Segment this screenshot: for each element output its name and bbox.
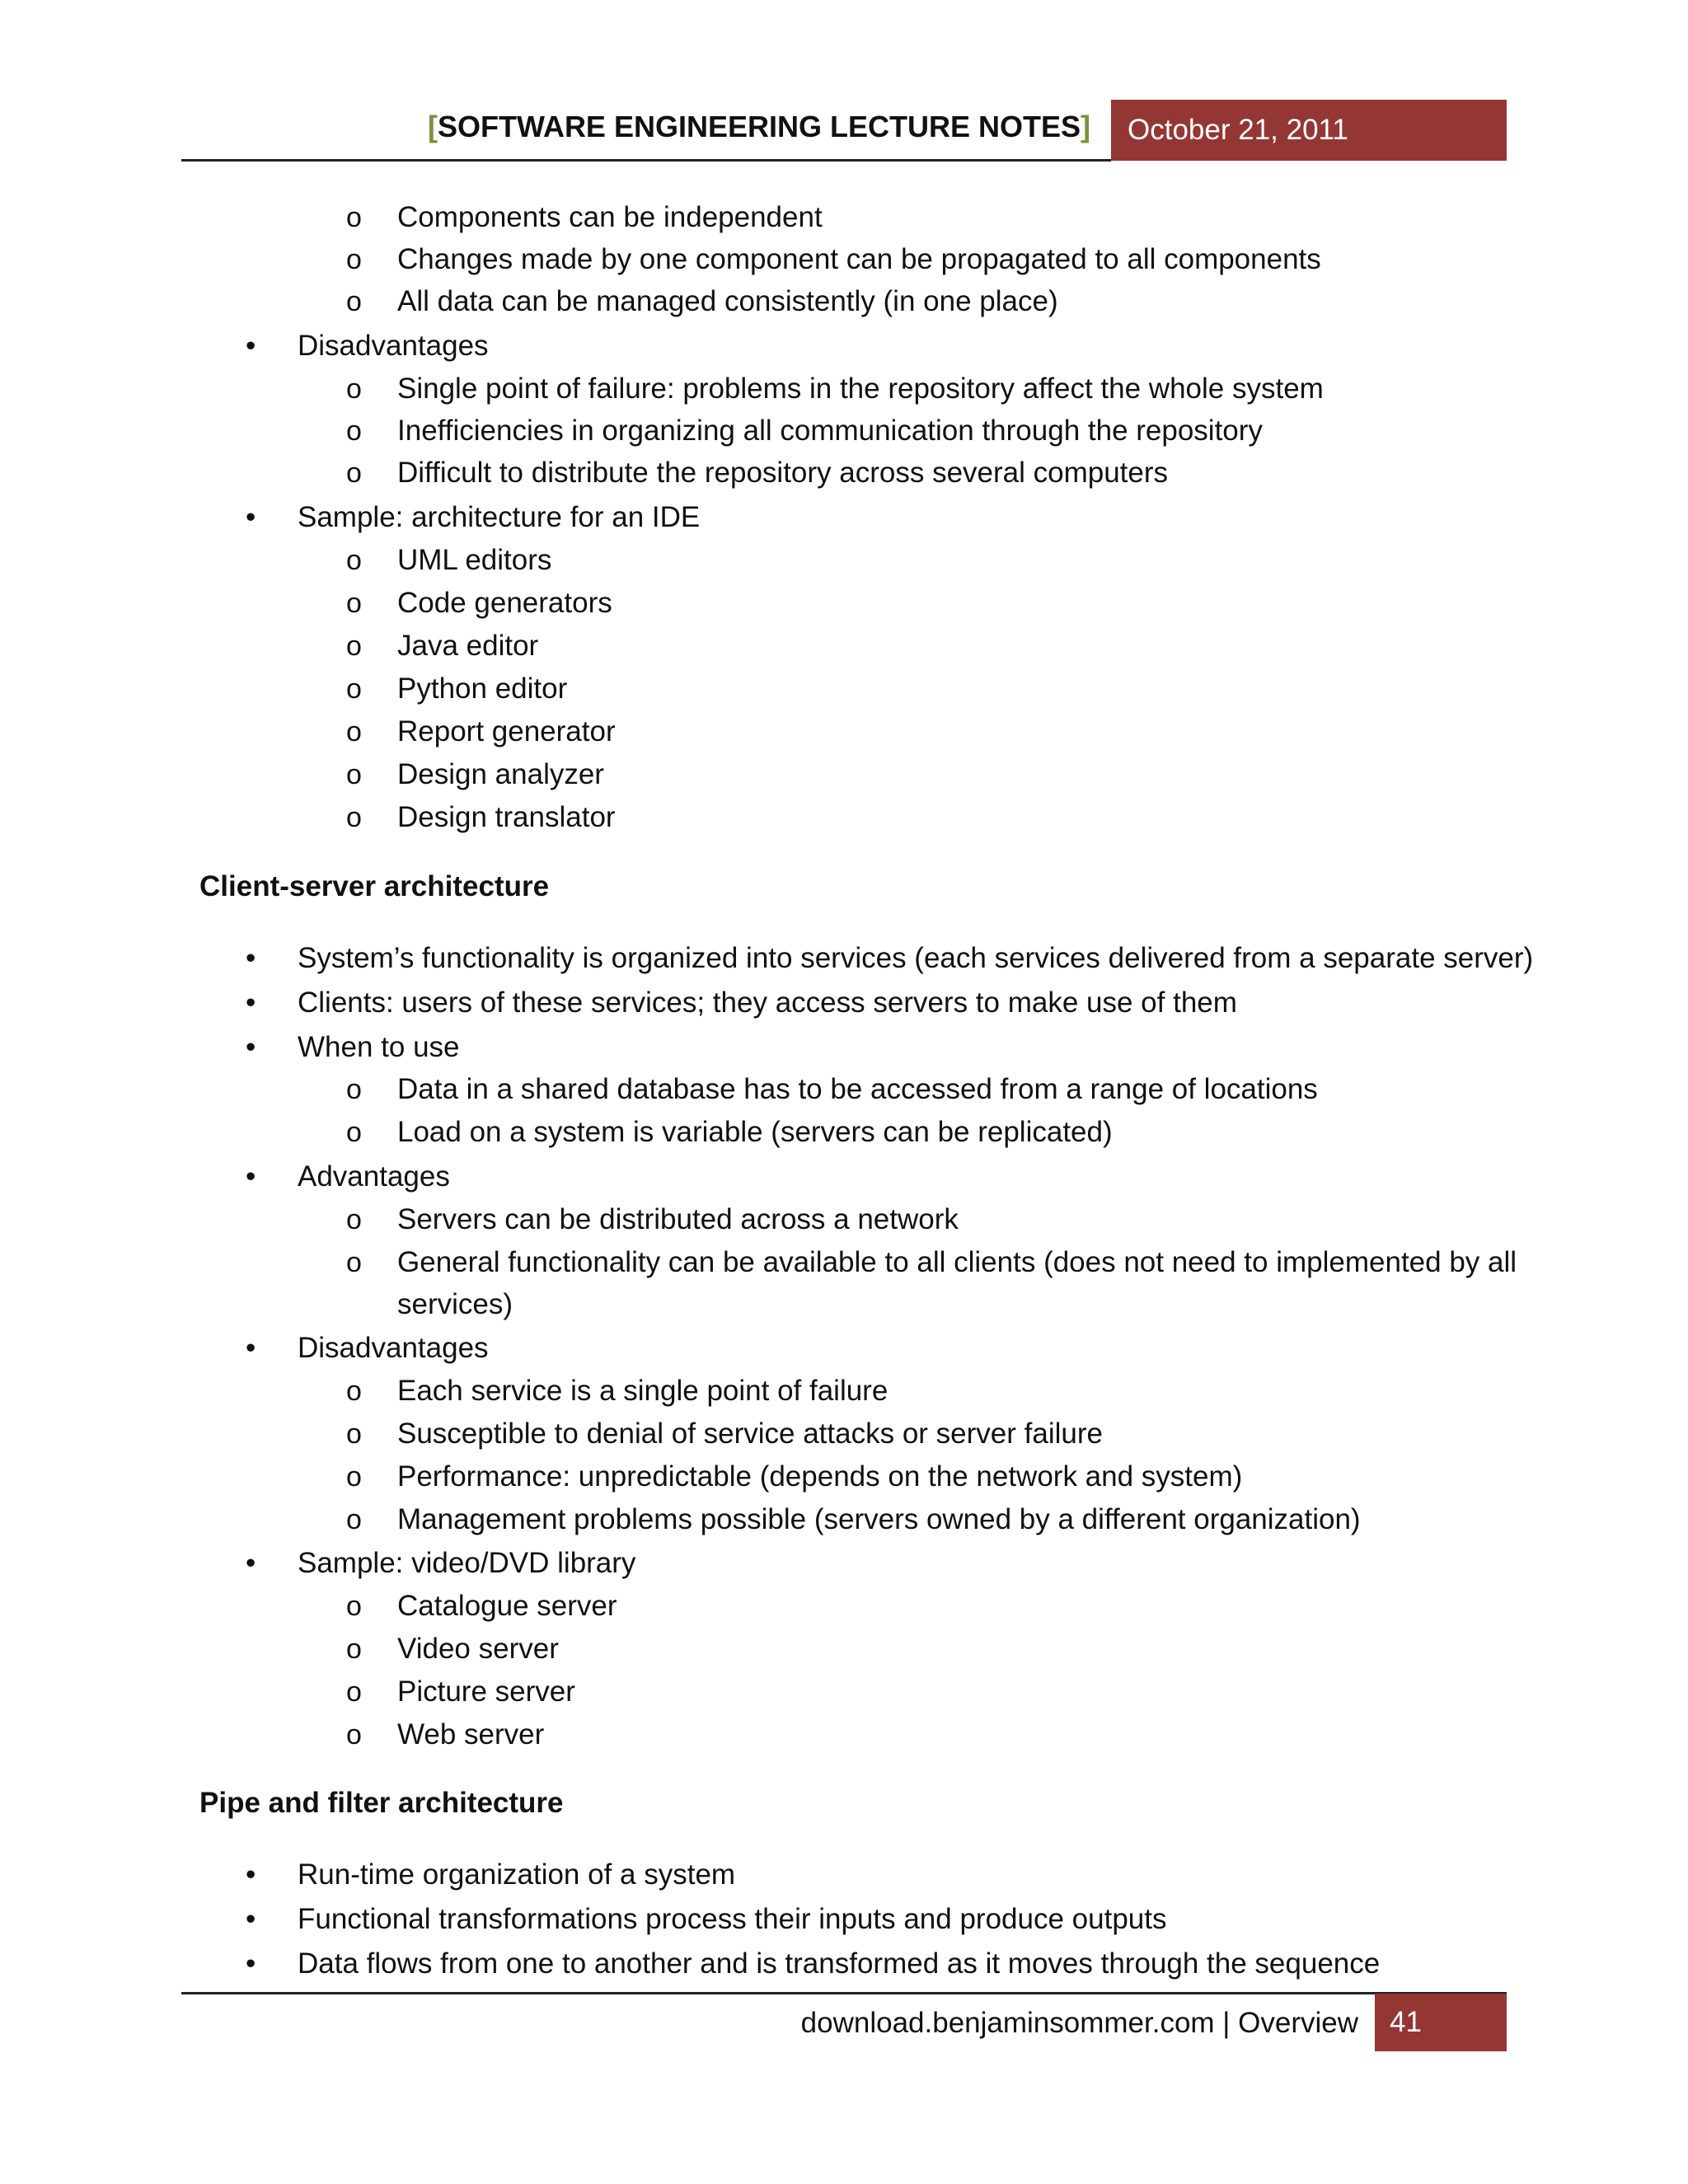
circle-bullet-icon: o [346, 759, 362, 790]
list-item: Video server [397, 1633, 559, 1665]
list-item: Disadvantages [298, 1332, 489, 1364]
list-item: Disadvantages [298, 330, 489, 362]
dot-bullet-icon: • [246, 330, 256, 362]
list-item: Report generator [397, 715, 616, 748]
list-item: Python editor [397, 673, 568, 705]
circle-bullet-icon: o [346, 1504, 362, 1535]
circle-bullet-icon: o [346, 286, 362, 317]
list-item: Performance: unpredictable (depends on the network and system) [397, 1460, 1243, 1493]
list-item: Clients: users of these services; they access servers to make use of them [298, 987, 1237, 1019]
list-item: General functionality can be available to all clients (does not need to implemented by all [397, 1246, 1517, 1278]
list-item: Catalogue server [397, 1590, 617, 1622]
list-item: Run-time organization of a system [298, 1858, 736, 1891]
circle-bullet-icon: o [346, 545, 362, 576]
list-item: UML editors [397, 544, 552, 576]
list-item: Single point of failure: problems in the repository affect the whole system [397, 373, 1324, 405]
list-item-continuation: services) [397, 1288, 513, 1320]
list-item: Data in a shared database has to be accessed from a range of locations [397, 1073, 1318, 1105]
circle-bullet-icon: o [346, 673, 362, 705]
footer-source: download.benjaminsommer.com | Overview [800, 2007, 1358, 2039]
list-item: Web server [397, 1718, 545, 1750]
list-item: Advantages [298, 1160, 450, 1193]
dot-bullet-icon: • [246, 1160, 256, 1193]
header-divider [181, 159, 1111, 162]
circle-bullet-icon: o [346, 415, 362, 447]
dot-bullet-icon: • [246, 501, 256, 533]
list-item: Code generators [397, 587, 612, 619]
circle-bullet-icon: o [346, 1591, 362, 1622]
dot-bullet-icon: • [246, 1547, 256, 1579]
dot-bullet-icon: • [246, 1947, 256, 1980]
circle-bullet-icon: o [346, 1418, 362, 1450]
list-item: All data can be managed consistently (in one place) [397, 285, 1058, 317]
dot-bullet-icon: • [246, 1858, 256, 1891]
circle-bullet-icon: o [346, 716, 362, 748]
circle-bullet-icon: o [346, 1074, 362, 1105]
circle-bullet-icon: o [346, 1633, 362, 1665]
circle-bullet-icon: o [346, 244, 362, 275]
header-title [428, 110, 1090, 144]
header-title-text: SOFTWARE ENGINEERING LECTURE NOTES [437, 110, 1081, 143]
list-item: Functional transformations process their inputs and produce outputs [298, 1903, 1167, 1935]
list-item: Picture server [397, 1675, 575, 1708]
circle-bullet-icon: o [346, 588, 362, 619]
list-item: Components can be independent [397, 201, 823, 233]
section-heading: Client-server architecture [199, 870, 550, 902]
footer-divider [181, 1992, 1507, 1994]
list-item: Changes made by one component can be propagated to all components [397, 243, 1321, 275]
circle-bullet-icon: o [346, 802, 362, 833]
list-item: Difficult to distribute the repository across several computers [397, 457, 1169, 489]
list-item: Sample: video/DVD library [298, 1547, 636, 1579]
list-item: When to use [298, 1031, 460, 1063]
list-item: Design analyzer [397, 758, 604, 790]
list-item: Management problems possible (servers owned by a different organization) [397, 1503, 1361, 1535]
circle-bullet-icon: o [346, 1461, 362, 1493]
circle-bullet-icon: o [346, 630, 362, 662]
page-number: 41 [1375, 1994, 1507, 2051]
list-item: Load on a system is variable (servers can be replicated) [397, 1116, 1113, 1148]
dot-bullet-icon: • [246, 942, 256, 974]
list-item: Sample: architecture for an IDE [298, 501, 701, 533]
list-item: Inefficiencies in organizing all communication through the repository [397, 415, 1263, 447]
dot-bullet-icon: • [246, 1903, 256, 1935]
circle-bullet-icon: o [346, 1247, 362, 1278]
list-item: Servers can be distributed across a network [397, 1203, 959, 1235]
list-item: Susceptible to denial of service attacks or server failure [397, 1418, 1103, 1450]
section-heading: Pipe and filter architecture [199, 1787, 564, 1819]
header-bracket-open: [ [427, 110, 438, 143]
dot-bullet-icon: • [246, 1332, 256, 1364]
header-date: October 21, 2011 [1111, 100, 1507, 161]
list-item: Data flows from one to another and is transformed as it moves through the sequence [298, 1947, 1381, 1980]
header-bracket-close: ] [1081, 110, 1090, 143]
list-item: Java editor [397, 630, 539, 662]
page-header [181, 100, 1507, 161]
list-item: Design translator [397, 801, 616, 833]
list-item: Each service is a single point of failure [397, 1375, 889, 1407]
list-item: System’s functionality is organized into services (each services delivered from a separate server) [298, 942, 1534, 974]
circle-bullet-icon: o [346, 1204, 362, 1235]
dot-bullet-icon: • [246, 1031, 256, 1063]
dot-bullet-icon: • [246, 987, 256, 1019]
circle-bullet-icon: o [346, 1376, 362, 1407]
circle-bullet-icon: o [346, 373, 362, 405]
circle-bullet-icon: o [346, 1676, 362, 1708]
circle-bullet-icon: o [346, 202, 362, 233]
circle-bullet-icon: o [346, 457, 362, 489]
circle-bullet-icon: o [346, 1719, 362, 1750]
circle-bullet-icon: o [346, 1117, 362, 1148]
